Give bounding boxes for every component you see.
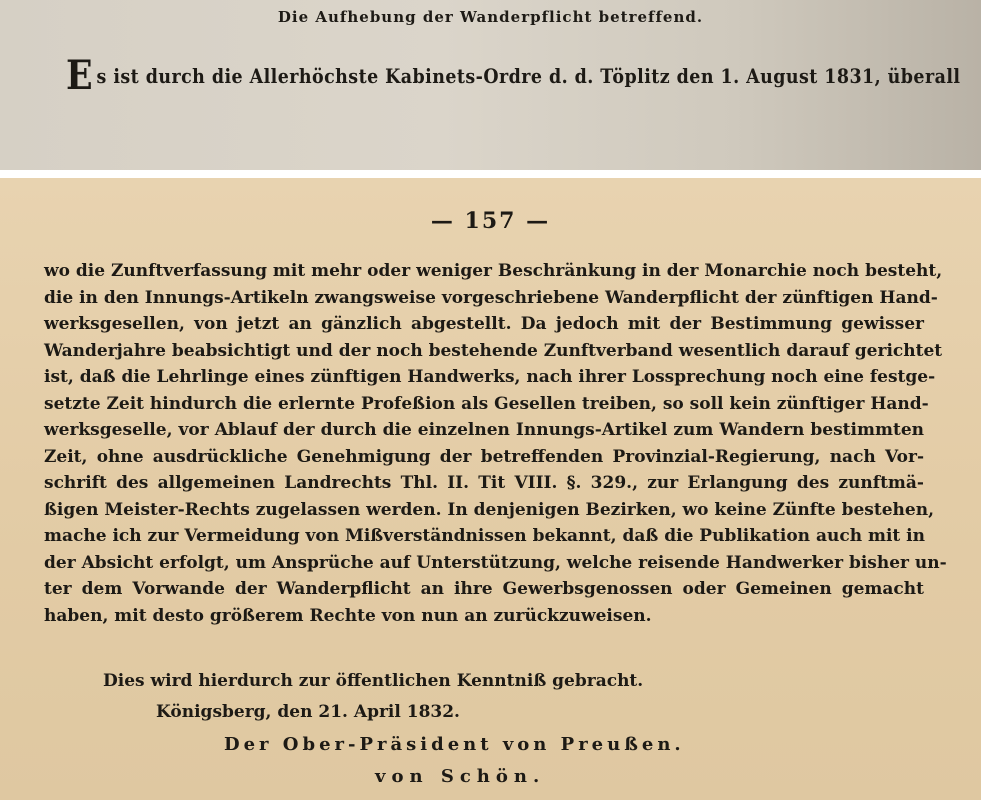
body-line: Wanderjahre beabsichtigt und der noch bestehende Zunftverband wesentlich darauf gerichtet <box>44 340 943 361</box>
body-line: setzte Zeit hindurch die erlernte Profeßion als Gesellen treiben, so soll kein zünftiger Hand- <box>44 393 929 414</box>
body-line: haben, mit desto größerem Rechte von nun an zurückzuweisen. <box>44 605 652 626</box>
body-line: ter dem Vorwande der Wanderpflicht an ihre Gewerbsgenossen oder Gemeinen gemacht <box>44 579 924 599</box>
page-number: — 157 — <box>430 208 551 234</box>
body-paragraph <box>44 258 947 629</box>
body-line: werksgesellen, von jetzt an gänzlich abgestellt. Da jedoch mit der Bestimmung gewisser <box>44 314 924 334</box>
place-and-date: Königsberg, den 21. April 1832. <box>156 702 460 722</box>
section-heading: Die Aufhebung der Wanderpflicht betreffend. <box>277 8 704 26</box>
publication-notice: Dies wird hierdurch zur öffentlichen Kenntniß gebracht. <box>103 671 644 691</box>
body-line: der Absicht erfolgt, um Ansprüche auf Unterstützung, welche reisende Handwerker bisher un- <box>44 552 947 573</box>
body-line: schrift des allgemeinen Landrechts Thl. II. Tit VIII. §. 329., zur Erlangung des zunftmä- <box>44 473 924 493</box>
page-157 <box>0 178 981 800</box>
body-line: die in den Innungs-Artikeln zwangsweise vorgeschriebene Wanderpflicht der zünftigen Hand- <box>44 287 938 308</box>
opening-line <box>66 52 961 99</box>
drop-initial: E <box>66 52 94 99</box>
signatory-name: von Schön. <box>375 766 546 787</box>
body-line: ist, daß die Lehrlinge eines zünftigen Handwerks, nach ihrer Lossprechung noch eine festge- <box>44 367 936 387</box>
body-line: mache ich zur Vermeidung von Mißverständnissen bekannt, daß die Publikation auch mit in <box>44 526 926 546</box>
body-line: ßigen Meister-Rechts zugelassen werden. In denjenigen Bezirken, wo keine Zünfte bestehen, <box>44 499 934 520</box>
previous-page-fragment <box>0 0 981 170</box>
body-line: wo die Zunftverfassung mit mehr oder weniger Beschränkung in der Monarchie noch besteht, <box>44 261 943 281</box>
body-line: Zeit, ohne ausdrückliche Genehmigung der betreffenden Provinzial-Regierung, nach Vor- <box>44 446 924 467</box>
opening-line-text: s ist durch die Allerhöchste Kabinets-Ordre d. d. Töplitz den 1. August 1831, überall <box>96 64 961 88</box>
body-line: werksgeselle, vor Ablauf der durch die einzelnen Innungs-Artikel zum Wandern bestimmten <box>44 420 924 440</box>
crop-separator <box>0 170 981 178</box>
signatory-office: Der Ober-Präsident von Preußen. <box>224 734 685 755</box>
